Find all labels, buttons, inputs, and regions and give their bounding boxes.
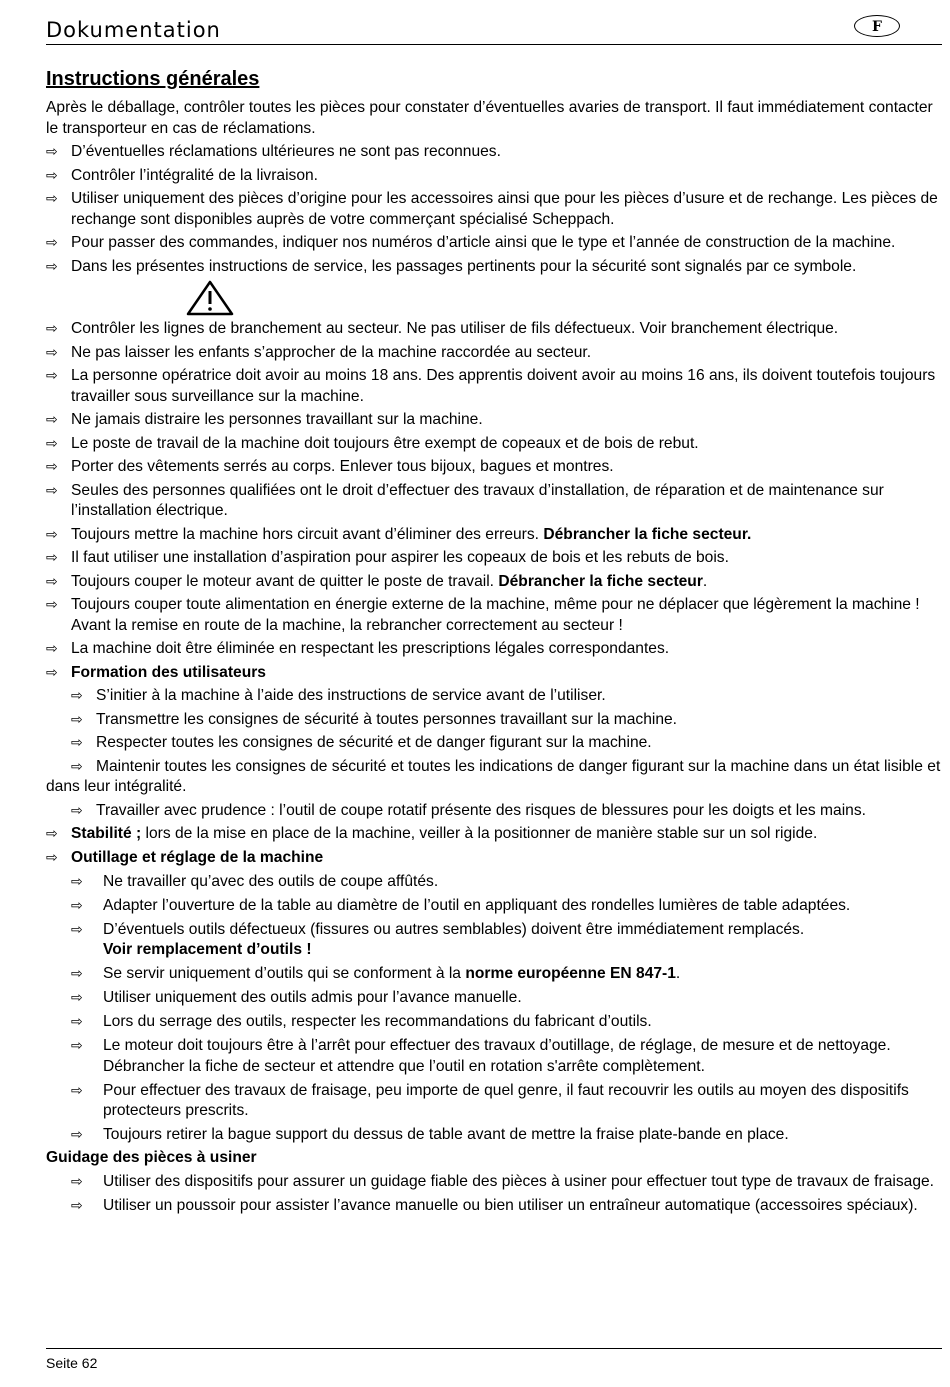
- sub-list-item: [46, 757, 942, 798]
- arrow-bullet-icon: ⇨: [46, 167, 58, 184]
- list-item: [46, 824, 942, 845]
- item-emphasis: Voir remplacement d’outils !: [103, 941, 312, 958]
- item-text: Toujours couper toute alimentation en énergie externe de la machine, même pour ne déplacer que légèrement la machine ! Avant la remise en route de la machine, la rebrancher correctement au secteur !: [71, 596, 920, 634]
- item-text: Toujours retirer la bague support du dessus de table avant de mettre la fraise plate-bande en place.: [103, 1126, 789, 1143]
- sub-list-item: [46, 872, 942, 893]
- arrow-bullet-icon: ⇨: [71, 1197, 83, 1214]
- item-text: Dans les présentes instructions de service, les passages pertinents pour la sécurité sont signalés par ce symbole.: [71, 257, 857, 275]
- arrow-bullet-icon: ⇨: [46, 191, 58, 207]
- arrow-bullet-icon: ⇨: [71, 966, 83, 982]
- list-item: [46, 525, 942, 546]
- arrow-bullet-icon: ⇨: [46, 412, 58, 428]
- arrow-bullet-icon: ⇨: [71, 1014, 83, 1030]
- arrow-bullet-icon: ⇨: [46, 344, 58, 361]
- arrow-bullet-icon: ⇨: [71, 990, 83, 1006]
- item-text: Seules des personnes qualifiées ont le droit d’effectuer des travaux d’installation, de réparation et de maintenance sur l’installation électrique.: [71, 481, 884, 519]
- item-text: Lors du serrage des outils, respecter les recommandations du fabricant d’outils.: [103, 1013, 652, 1030]
- item-text: Se servir uniquement d’outils qui se conforment à la: [103, 965, 461, 982]
- sub-list-item: [46, 733, 942, 754]
- item-text: Utiliser des dispositifs pour assurer un guidage fiable des pièces à usiner pour effectuer tout type de travaux de fraisage.: [103, 1172, 934, 1190]
- item-text: Contrôler l’intégralité de la livraison.: [71, 166, 319, 184]
- list-item: [46, 481, 942, 522]
- item-emphasis: Stabilité ;: [71, 825, 142, 842]
- language-badge: F: [854, 15, 900, 37]
- sub-list-item: [46, 801, 942, 822]
- sub-list-item: [46, 920, 942, 961]
- arrow-bullet-icon: ⇨: [46, 597, 58, 613]
- sub-list-item: [46, 1036, 942, 1077]
- arrow-bullet-icon: ⇨: [46, 435, 58, 452]
- list-item: [46, 233, 942, 254]
- arrow-bullet-icon: ⇨: [71, 711, 83, 728]
- item-text: Le moteur doit toujours être à l’arrêt pour effectuer des travaux d’outillage, de réglage, de mesure et de nettoyage. Débrancher la fiche de secteur et attendre que l’outil en rotation s'arrête complètement.: [103, 1037, 891, 1075]
- list-item: [46, 434, 942, 455]
- item-text: Porter des vêtements serrés au corps. Enlever tous bijoux, bagues et montres.: [71, 458, 614, 475]
- item-text: Travailler avec prudence : l’outil de coupe rotatif présente des risques de blessures pour les doigts et les mains.: [96, 801, 866, 819]
- sub-list-item: [46, 1172, 942, 1193]
- arrow-bullet-icon: ⇨: [71, 873, 83, 890]
- section-title: Instructions générales: [46, 68, 260, 90]
- item-text: La personne opératrice doit avoir au moins 18 ans. Des apprentis doivent avoir au moins 16 ans, ils doivent toutefois toujours travailler sous surveillance sur la machine.: [71, 367, 936, 405]
- list-item: [46, 572, 942, 593]
- arrow-bullet-icon: ⇨: [71, 1173, 83, 1190]
- item-text: D’éventuelles réclamations ultérieures ne sont pas reconnues.: [71, 143, 501, 160]
- item-text: Adapter l’ouverture de la table au diamètre de l’outil en appliquant des rondelles lumières de table adaptées.: [103, 896, 851, 914]
- item-heading: Outillage et réglage de la machine: [71, 848, 324, 866]
- item-text: Utiliser un poussoir pour assister l’avance manuelle ou bien utiliser un entraîneur automatique (accessoires spéciaux).: [103, 1196, 918, 1214]
- arrow-bullet-icon: ⇨: [71, 802, 83, 819]
- guidage-heading: Guidage des pièces à usiner: [46, 1148, 257, 1166]
- arrow-bullet-icon: ⇨: [46, 144, 58, 160]
- arrow-bullet-icon: ⇨: [71, 758, 83, 775]
- item-text: Transmettre les consignes de sécurité à toutes personnes travaillant sur la machine.: [96, 710, 678, 728]
- item-text: Il faut utiliser une installation d’aspiration pour aspirer les copeaux de bois et les rebuts de bois.: [71, 549, 729, 566]
- document-body: [46, 66, 942, 1216]
- arrow-bullet-icon: ⇨: [46, 459, 58, 475]
- sub-list-item: [46, 710, 942, 731]
- sub-list-item: [46, 686, 942, 707]
- list-item: [46, 257, 942, 317]
- intro-paragraph: Après le déballage, contrôler toutes les pièces pour constater d’éventuelles avaries de transport. Il faut immédiatement contacter le transporteur en cas de réclamations.: [46, 99, 933, 137]
- item-heading: Formation des utilisateurs: [71, 663, 266, 681]
- arrow-bullet-icon: ⇨: [71, 735, 83, 751]
- sub-list-item: [46, 1125, 942, 1146]
- item-text: Toujours couper le moteur avant de quitter le poste de travail.: [71, 572, 495, 590]
- list-item: [46, 189, 942, 230]
- arrow-bullet-icon: ⇨: [46, 641, 58, 657]
- sub-list-item: [46, 1081, 942, 1122]
- item-punctuation: .: [702, 572, 708, 590]
- item-text: Ne jamais distraire les personnes travaillant sur la machine.: [71, 411, 483, 428]
- list-item: [46, 457, 942, 478]
- arrow-bullet-icon: ⇨: [71, 1038, 83, 1054]
- list-item: [46, 548, 942, 569]
- arrow-bullet-icon: ⇨: [46, 321, 58, 337]
- warning-triangle-icon: [186, 280, 234, 316]
- item-text: Maintenir toutes les consignes de sécurité et toutes les indications de danger figurant sur la machine dans un état lisible et dans leur intégralité.: [46, 757, 941, 795]
- sub-list-item: [46, 1196, 942, 1217]
- sub-list-item: [46, 1012, 942, 1033]
- item-text: Pour passer des commandes, indiquer nos numéros d’article ainsi que le type et l’année de construction de la machine.: [71, 234, 896, 251]
- item-text: S’initier à la machine à l’aide des instructions de service avant de l’utiliser.: [96, 687, 606, 704]
- item-text: Ne pas laisser les enfants s’approcher de la machine raccordée au secteur.: [71, 343, 592, 361]
- arrow-bullet-icon: ⇨: [71, 897, 83, 914]
- arrow-bullet-icon: ⇨: [46, 258, 58, 275]
- list-item: [46, 663, 942, 684]
- page-footer: [46, 1348, 942, 1371]
- arrow-bullet-icon: ⇨: [46, 526, 58, 543]
- list-item: [46, 639, 942, 660]
- header-title: Dokumentation: [46, 18, 221, 42]
- list-item: [46, 142, 942, 163]
- arrow-bullet-icon: ⇨: [71, 1127, 83, 1143]
- item-punctuation: .: [675, 965, 681, 982]
- item-emphasis: norme européenne EN 847-1: [465, 965, 676, 982]
- arrow-bullet-icon: ⇨: [71, 1082, 83, 1099]
- item-text: D’éventuels outils défectueux (fissures ou autres semblables) doivent être immédiatement remplacés.: [103, 920, 805, 938]
- list-item: [46, 343, 942, 364]
- list-item: [46, 410, 942, 431]
- item-text: Ne travailler qu’avec des outils de coupe affûtés.: [103, 872, 439, 890]
- arrow-bullet-icon: ⇨: [46, 664, 58, 681]
- arrow-bullet-icon: ⇨: [46, 849, 58, 866]
- item-text: La machine doit être éliminée en respectant les prescriptions légales correspondantes.: [71, 640, 670, 657]
- arrow-bullet-icon: ⇨: [71, 921, 83, 938]
- page-number: Seite 62: [46, 1355, 98, 1371]
- list-item: [46, 319, 942, 340]
- item-text: Pour effectuer des travaux de fraisage, peu importe de quel genre, il faut recouvrir les outils au moyen des dispositifs protecteurs prescrits.: [103, 1081, 909, 1119]
- item-text: Respecter toutes les consignes de sécurité et de danger figurant sur la machine.: [96, 734, 652, 751]
- list-item: [46, 848, 942, 869]
- list-item: [46, 595, 942, 636]
- item-emphasis: Débrancher la fiche secteur: [498, 572, 703, 590]
- sub-list-item: [46, 964, 942, 985]
- arrow-bullet-icon: ⇨: [46, 235, 58, 251]
- sub-list-item: [46, 896, 942, 917]
- item-text: Utiliser uniquement des outils admis pour l’avance manuelle.: [103, 989, 522, 1006]
- list-item: [46, 166, 942, 187]
- arrow-bullet-icon: ⇨: [46, 368, 58, 384]
- arrow-bullet-icon: ⇨: [46, 573, 58, 590]
- page-header: [46, 14, 942, 45]
- item-text: lors de la mise en place de la machine, veiller à la positionner de manière stable sur un sol rigide.: [145, 825, 818, 842]
- item-text: Le poste de travail de la machine doit toujours être exempt de copeaux et de bois de rebut.: [71, 434, 699, 452]
- item-emphasis: Débrancher la fiche secteur.: [543, 525, 752, 543]
- list-item: [46, 366, 942, 407]
- arrow-bullet-icon: ⇨: [46, 826, 58, 842]
- item-text: Toujours mettre la machine hors circuit avant d’éliminer des erreurs.: [71, 525, 540, 543]
- item-text: Contrôler les lignes de branchement au secteur. Ne pas utiliser de fils défectueux. Voir branchement électrique.: [71, 320, 839, 337]
- arrow-bullet-icon: ⇨: [46, 482, 58, 499]
- item-text: Utiliser uniquement des pièces d’origine pour les accessoires ainsi que pour les pièces d’usure et de rechange. Les pièces de rechange sont disponibles auprès de votre commerçant spécialisé Scheppach.: [71, 190, 938, 228]
- arrow-bullet-icon: ⇨: [46, 550, 58, 566]
- sub-list-item: [46, 988, 942, 1009]
- arrow-bullet-icon: ⇨: [71, 688, 83, 704]
